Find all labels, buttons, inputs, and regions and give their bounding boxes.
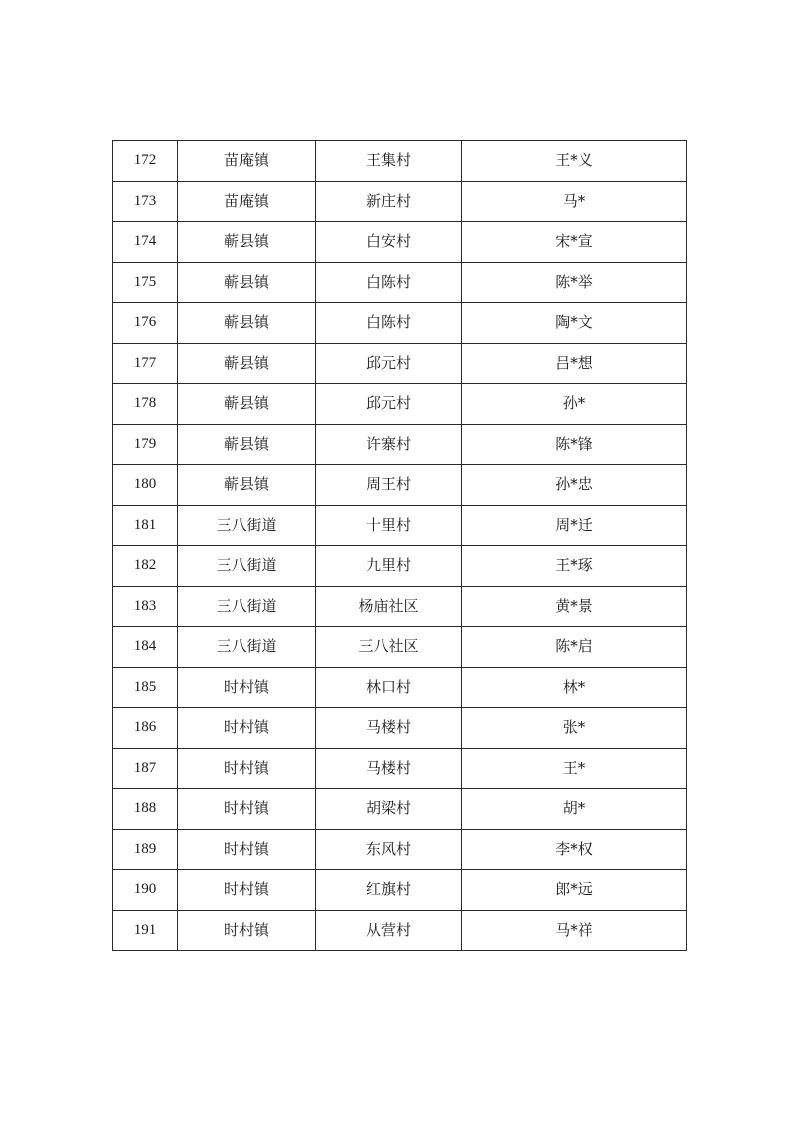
- name-cell: 周*迁: [462, 505, 687, 546]
- town-cell: 蕲县镇: [178, 303, 316, 344]
- table-row: [113, 222, 687, 263]
- table-row: [113, 910, 687, 951]
- name-cell: 张*: [462, 708, 687, 749]
- village-cell: 邱元村: [316, 343, 462, 384]
- roster-table-body: [113, 141, 687, 951]
- town-cell: 时村镇: [178, 870, 316, 911]
- table-row: [113, 667, 687, 708]
- roster-table: [112, 140, 687, 951]
- name-cell: 陈*举: [462, 262, 687, 303]
- village-cell: 从营村: [316, 910, 462, 951]
- row-number-cell: 189: [113, 829, 178, 870]
- table-row: [113, 586, 687, 627]
- row-number-cell: 188: [113, 789, 178, 830]
- row-number-cell: 174: [113, 222, 178, 263]
- table-row: [113, 627, 687, 668]
- town-cell: 蕲县镇: [178, 343, 316, 384]
- table-row: [113, 465, 687, 506]
- village-cell: 马楼村: [316, 748, 462, 789]
- town-cell: 苗庵镇: [178, 181, 316, 222]
- name-cell: 王*: [462, 748, 687, 789]
- town-cell: 时村镇: [178, 667, 316, 708]
- row-number-cell: 190: [113, 870, 178, 911]
- village-cell: 许寨村: [316, 424, 462, 465]
- town-cell: 蕲县镇: [178, 222, 316, 263]
- table-row: [113, 546, 687, 587]
- name-cell: 胡*: [462, 789, 687, 830]
- village-cell: 杨庙社区: [316, 586, 462, 627]
- town-cell: 时村镇: [178, 910, 316, 951]
- name-cell: 郎*远: [462, 870, 687, 911]
- village-cell: 邱元村: [316, 384, 462, 425]
- table-row: [113, 384, 687, 425]
- name-cell: 陶*文: [462, 303, 687, 344]
- village-cell: 白陈村: [316, 303, 462, 344]
- town-cell: 三八街道: [178, 546, 316, 587]
- table-row: [113, 181, 687, 222]
- table-row: [113, 141, 687, 182]
- village-cell: 王集村: [316, 141, 462, 182]
- row-number-cell: 185: [113, 667, 178, 708]
- village-cell: 九里村: [316, 546, 462, 587]
- table-row: [113, 343, 687, 384]
- table-row: [113, 748, 687, 789]
- table-row: [113, 303, 687, 344]
- town-cell: 蕲县镇: [178, 424, 316, 465]
- village-cell: 胡梁村: [316, 789, 462, 830]
- row-number-cell: 179: [113, 424, 178, 465]
- town-cell: 时村镇: [178, 829, 316, 870]
- row-number-cell: 177: [113, 343, 178, 384]
- table-row: [113, 708, 687, 749]
- village-cell: 林口村: [316, 667, 462, 708]
- village-cell: 白安村: [316, 222, 462, 263]
- name-cell: 马*祥: [462, 910, 687, 951]
- village-cell: 红旗村: [316, 870, 462, 911]
- town-cell: 蕲县镇: [178, 262, 316, 303]
- name-cell: 王*义: [462, 141, 687, 182]
- town-cell: 三八街道: [178, 505, 316, 546]
- name-cell: 马*: [462, 181, 687, 222]
- town-cell: 时村镇: [178, 789, 316, 830]
- row-number-cell: 187: [113, 748, 178, 789]
- row-number-cell: 184: [113, 627, 178, 668]
- row-number-cell: 172: [113, 141, 178, 182]
- town-cell: 时村镇: [178, 748, 316, 789]
- village-cell: 白陈村: [316, 262, 462, 303]
- row-number-cell: 178: [113, 384, 178, 425]
- table-row: [113, 505, 687, 546]
- table-row: [113, 424, 687, 465]
- name-cell: 林*: [462, 667, 687, 708]
- name-cell: 宋*宣: [462, 222, 687, 263]
- row-number-cell: 173: [113, 181, 178, 222]
- name-cell: 孙*: [462, 384, 687, 425]
- name-cell: 陈*锋: [462, 424, 687, 465]
- row-number-cell: 176: [113, 303, 178, 344]
- town-cell: 蕲县镇: [178, 465, 316, 506]
- row-number-cell: 182: [113, 546, 178, 587]
- row-number-cell: 175: [113, 262, 178, 303]
- town-cell: 三八街道: [178, 586, 316, 627]
- village-cell: 三八社区: [316, 627, 462, 668]
- name-cell: 陈*启: [462, 627, 687, 668]
- name-cell: 孙*忠: [462, 465, 687, 506]
- table-row: [113, 262, 687, 303]
- name-cell: 王*琢: [462, 546, 687, 587]
- name-cell: 吕*想: [462, 343, 687, 384]
- table-row: [113, 870, 687, 911]
- table-row: [113, 789, 687, 830]
- village-cell: 东风村: [316, 829, 462, 870]
- village-cell: 马楼村: [316, 708, 462, 749]
- town-cell: 蕲县镇: [178, 384, 316, 425]
- village-cell: 新庄村: [316, 181, 462, 222]
- row-number-cell: 180: [113, 465, 178, 506]
- town-cell: 三八街道: [178, 627, 316, 668]
- row-number-cell: 183: [113, 586, 178, 627]
- name-cell: 黄*景: [462, 586, 687, 627]
- village-cell: 周王村: [316, 465, 462, 506]
- row-number-cell: 186: [113, 708, 178, 749]
- row-number-cell: 191: [113, 910, 178, 951]
- town-cell: 时村镇: [178, 708, 316, 749]
- table-row: [113, 829, 687, 870]
- town-cell: 苗庵镇: [178, 141, 316, 182]
- village-cell: 十里村: [316, 505, 462, 546]
- row-number-cell: 181: [113, 505, 178, 546]
- name-cell: 李*权: [462, 829, 687, 870]
